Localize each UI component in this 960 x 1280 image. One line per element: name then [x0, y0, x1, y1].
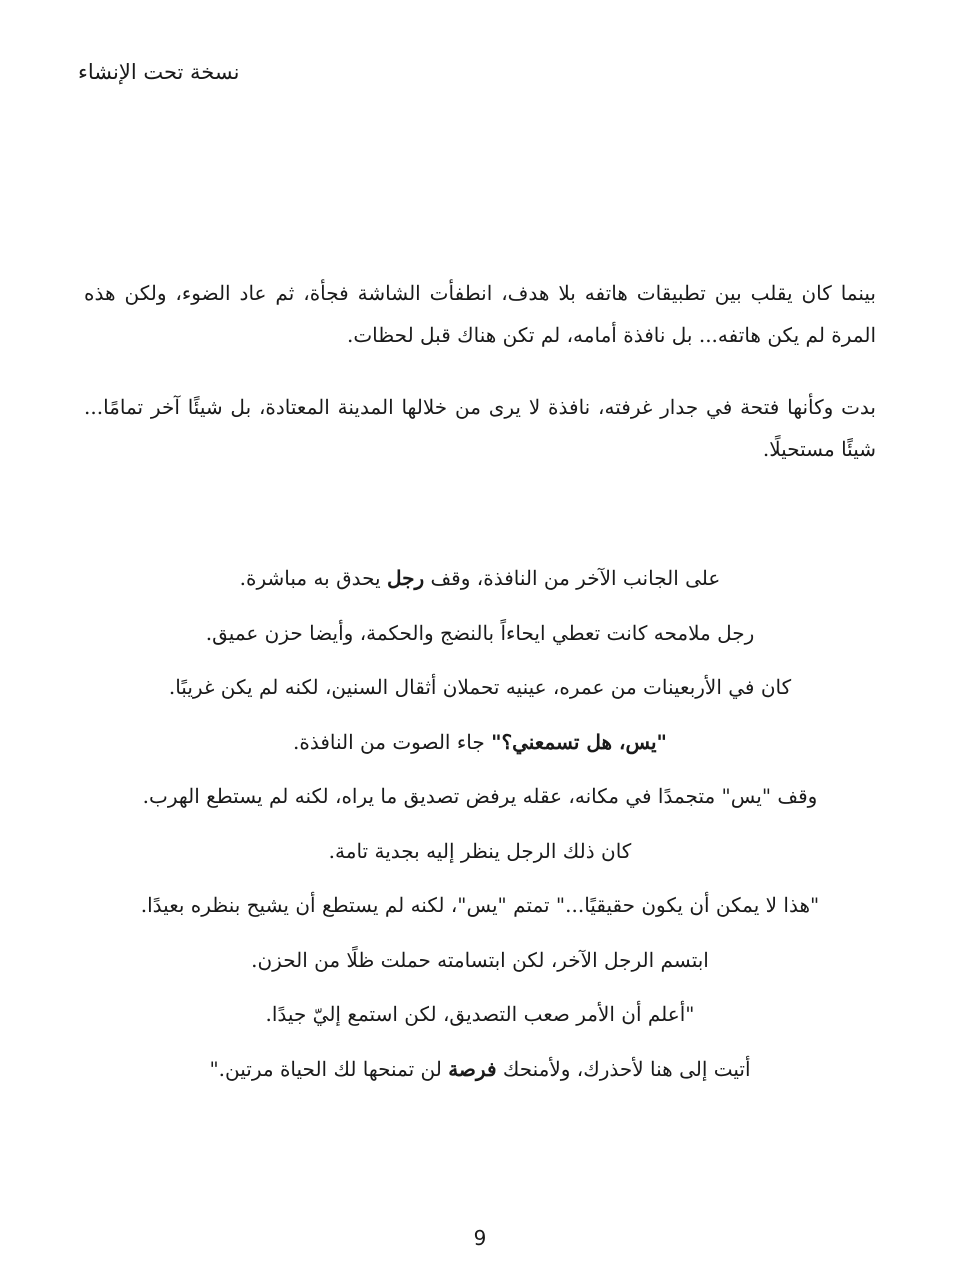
story-line-6: كان ذلك الرجل ينظر إليه بجدية تامة.	[328, 838, 632, 863]
paragraph-1: بينما كان يقلب بين تطبيقات هاتفه بلا هدف، انطفأت الشاشة فجأة، ثم عاد الضوء، ولكن هذه المرة لم يكن هاتفه... بل نافذة أمامه، لم تكن هناك قبل لحظات.	[84, 281, 876, 347]
dialogue-section	[84, 560, 876, 1105]
story-line-1	[84, 560, 876, 615]
document-header-title: نسخة تحت الإنشاء	[78, 60, 240, 84]
line-1-end: يحدق به مباشرة.	[239, 566, 387, 590]
line-10-bold-word: فرصة	[448, 1056, 497, 1081]
story-line-9: "أعلم أن الأمر صعب التصديق، لكن استمع إليّ جيدًا.	[265, 1002, 695, 1026]
line-4-bold-quote: "يس، هل تسمعني؟"	[491, 729, 667, 754]
story-line-7: "هذا لا يمكن أن يكون حقيقيًا..." تمتم "يس"، لكنه لم يستطع أن يشيح بنظره بعيدًا.	[140, 893, 820, 917]
story-line-8: ابتسم الرجل الآخر، لكن ابتسامته حملت ظلًا من الحزن.	[251, 947, 709, 972]
paragraph-2: بدت وكأنها فتحة في جدار غرفته، نافذة لا يرى من خلالها المدينة المعتادة، بل شيئًا آخر تمامًا... شيئًا مستحيلًا.	[84, 395, 876, 461]
story-line-5: وقف "يس" متجمدًا في مكانه، عقله يرفض تصديق ما يراه، لكنه لم يستطع الهرب.	[142, 784, 818, 808]
story-line-2: رجل ملامحه كانت تعطي ايحاءاً بالنضج والحكمة، وأيضا حزن عميق.	[205, 620, 755, 645]
line-4-end: جاء الصوت من النافذة.	[293, 729, 492, 754]
page-number: 9	[473, 1226, 487, 1250]
story-line-4	[84, 724, 876, 779]
line-1-start: على الجانب الآخر من النافذة، وقف	[424, 566, 721, 590]
line-1-bold-word: رجل	[386, 566, 425, 590]
story-line-10	[84, 1051, 876, 1106]
line-10-end: لن تمنحها لك الحياة مرتين."	[209, 1056, 449, 1081]
line-10-start: أتيت إلى هنا لأحذرك، ولأمنحك	[496, 1056, 751, 1081]
story-line-3: كان في الأربعينات من عمره، عينيه تحملان أثقال السنين، لكنه لم يكن غريبًا.	[168, 675, 792, 699]
